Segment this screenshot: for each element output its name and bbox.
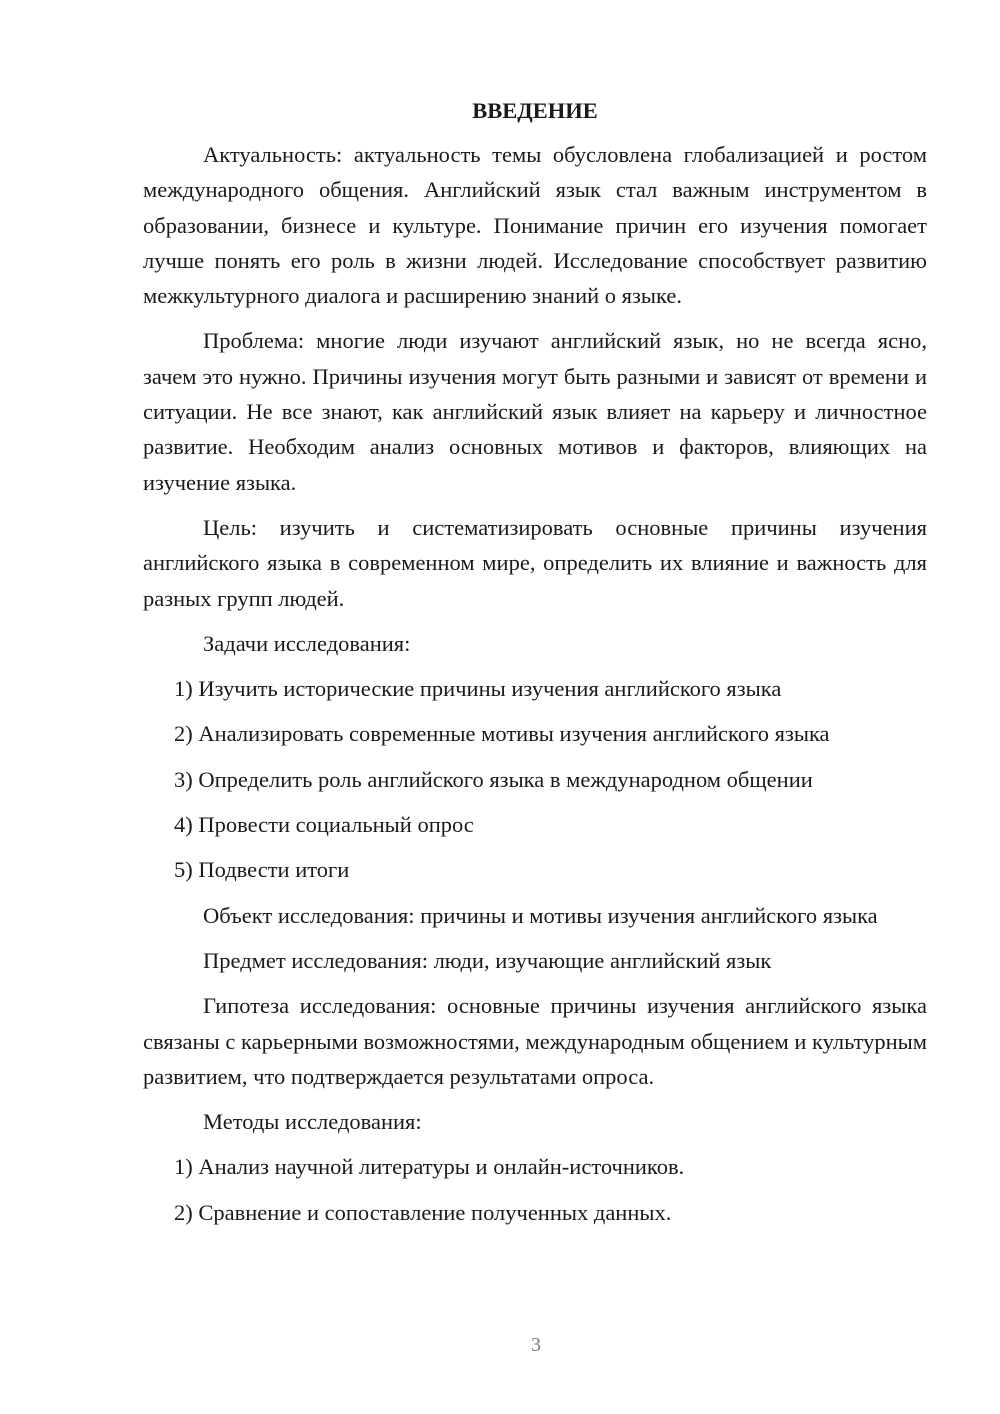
- page-content: [143, 95, 927, 1240]
- page-number: 3: [531, 1334, 541, 1356]
- subject-paragraph: Предмет исследования: люди, изучающие английский язык: [203, 947, 772, 973]
- task-item: 1) Изучить исторические причины изучения английского языка: [174, 676, 782, 702]
- goal-paragraph: Цель: изучить и систематизировать основные причины изучения английского языка в современном мире, определить их влияние и важность для разных групп людей.: [143, 514, 927, 611]
- task-item: 2) Анализировать современные мотивы изучения английского языка: [174, 721, 830, 747]
- object-paragraph: Объект исследования: причины и мотивы изучения английского языка: [203, 902, 878, 928]
- method-item: 1) Анализ научной литературы и онлайн-источников.: [174, 1154, 685, 1180]
- problem-paragraph: Проблема: многие люди изучают английский язык, но не всегда ясно, зачем это нужно. Причины изучения могут быть разными и зависят от времени и ситуации. Не все знают, как английский язык влияет на карьеру и личностное развитие. Необходим анализ основных мотивов и факторов, влияющих на изучение языка.: [143, 328, 927, 495]
- section-title: ВВЕДЕНИЕ: [472, 98, 598, 123]
- task-item: 4) Провести социальный опрос: [174, 812, 474, 838]
- tasks-list: [143, 671, 927, 887]
- methods-heading: Методы исследования:: [203, 1109, 422, 1135]
- method-item: 2) Сравнение и сопоставление полученных данных.: [174, 1199, 672, 1225]
- methods-list: [143, 1149, 927, 1230]
- hypothesis-paragraph: Гипотеза исследования: основные причины изучения английского языка связаны с карьерными возможностями, международным общением и культурным развитием, что подтверждается результатами опроса.: [143, 993, 927, 1089]
- tasks-heading: Задачи исследования:: [203, 630, 411, 656]
- relevance-paragraph: Актуальность: актуальность темы обусловлена глобализацией и ростом международного общения. Английский язык стал важным инструментом в образовании, бизнесе и культуре. Понимание причин его изучения помогает лучше понять его роль в жизни людей. Исследование способствует развитию межкультурного диалога и расширению знаний о языке.: [143, 142, 927, 309]
- task-item: 5) Подвести итоги: [174, 857, 350, 883]
- task-item: 3) Определить роль английского языка в международном общении: [174, 766, 813, 792]
